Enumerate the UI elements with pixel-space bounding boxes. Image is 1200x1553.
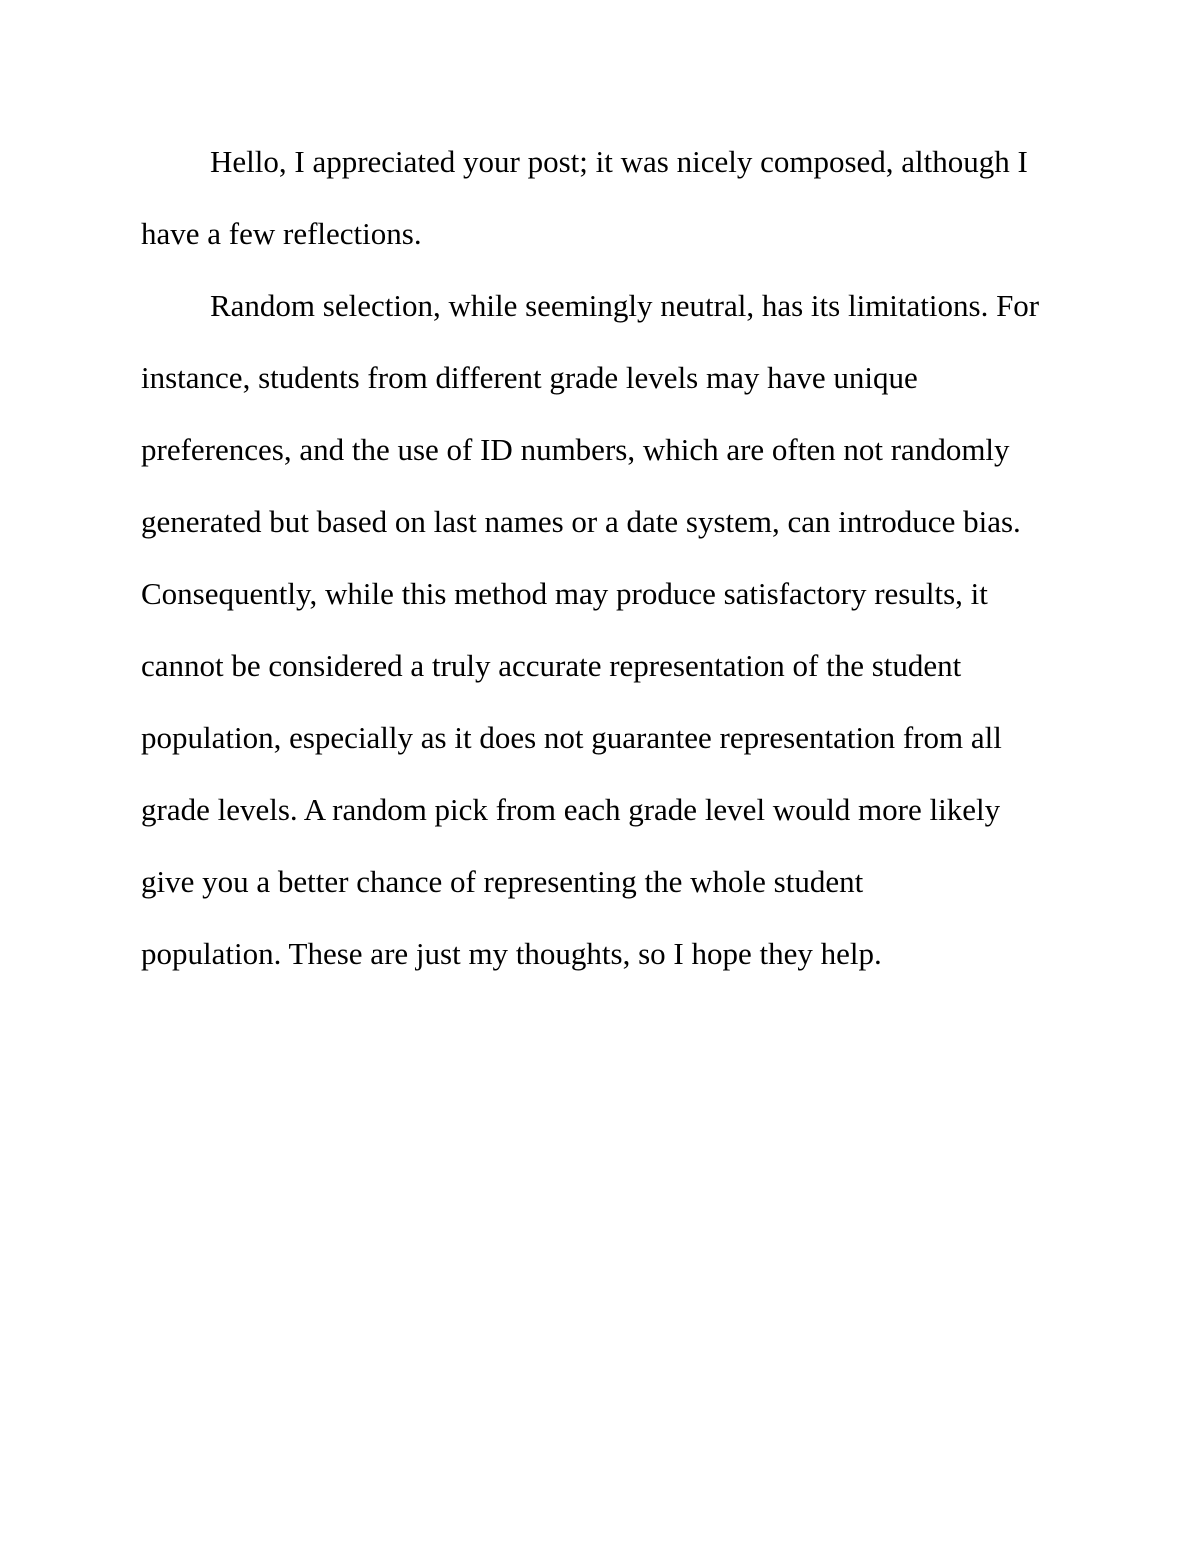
- document-body: [141, 126, 1061, 990]
- text-line: population. These are just my thoughts, so I hope they help.: [141, 936, 882, 971]
- paragraph-critique: [141, 270, 1061, 990]
- text-line: generated but based on last names or a date system, can introduce bias.: [141, 504, 1021, 539]
- text-line: Hello, I appreciated your post; it was nicely composed, although I: [210, 144, 1028, 179]
- text-line: Random selection, while seemingly neutral, has its limitations. For: [210, 288, 1040, 323]
- text-line: preferences, and the use of ID numbers, which are often not randomly: [141, 432, 1010, 467]
- text-line: population, especially as it does not guarantee representation from all: [141, 720, 1002, 755]
- text-line: have a few reflections.: [141, 216, 422, 251]
- text-line: cannot be considered a truly accurate representation of the student: [141, 648, 962, 683]
- text-line: Consequently, while this method may produce satisfactory results, it: [141, 576, 988, 611]
- text-line: grade levels. A random pick from each grade level would more likely: [141, 792, 1001, 827]
- text-line: instance, students from different grade levels may have unique: [141, 360, 918, 395]
- paragraph-greeting: [141, 126, 1061, 270]
- text-line: give you a better chance of representing the whole student: [141, 864, 864, 899]
